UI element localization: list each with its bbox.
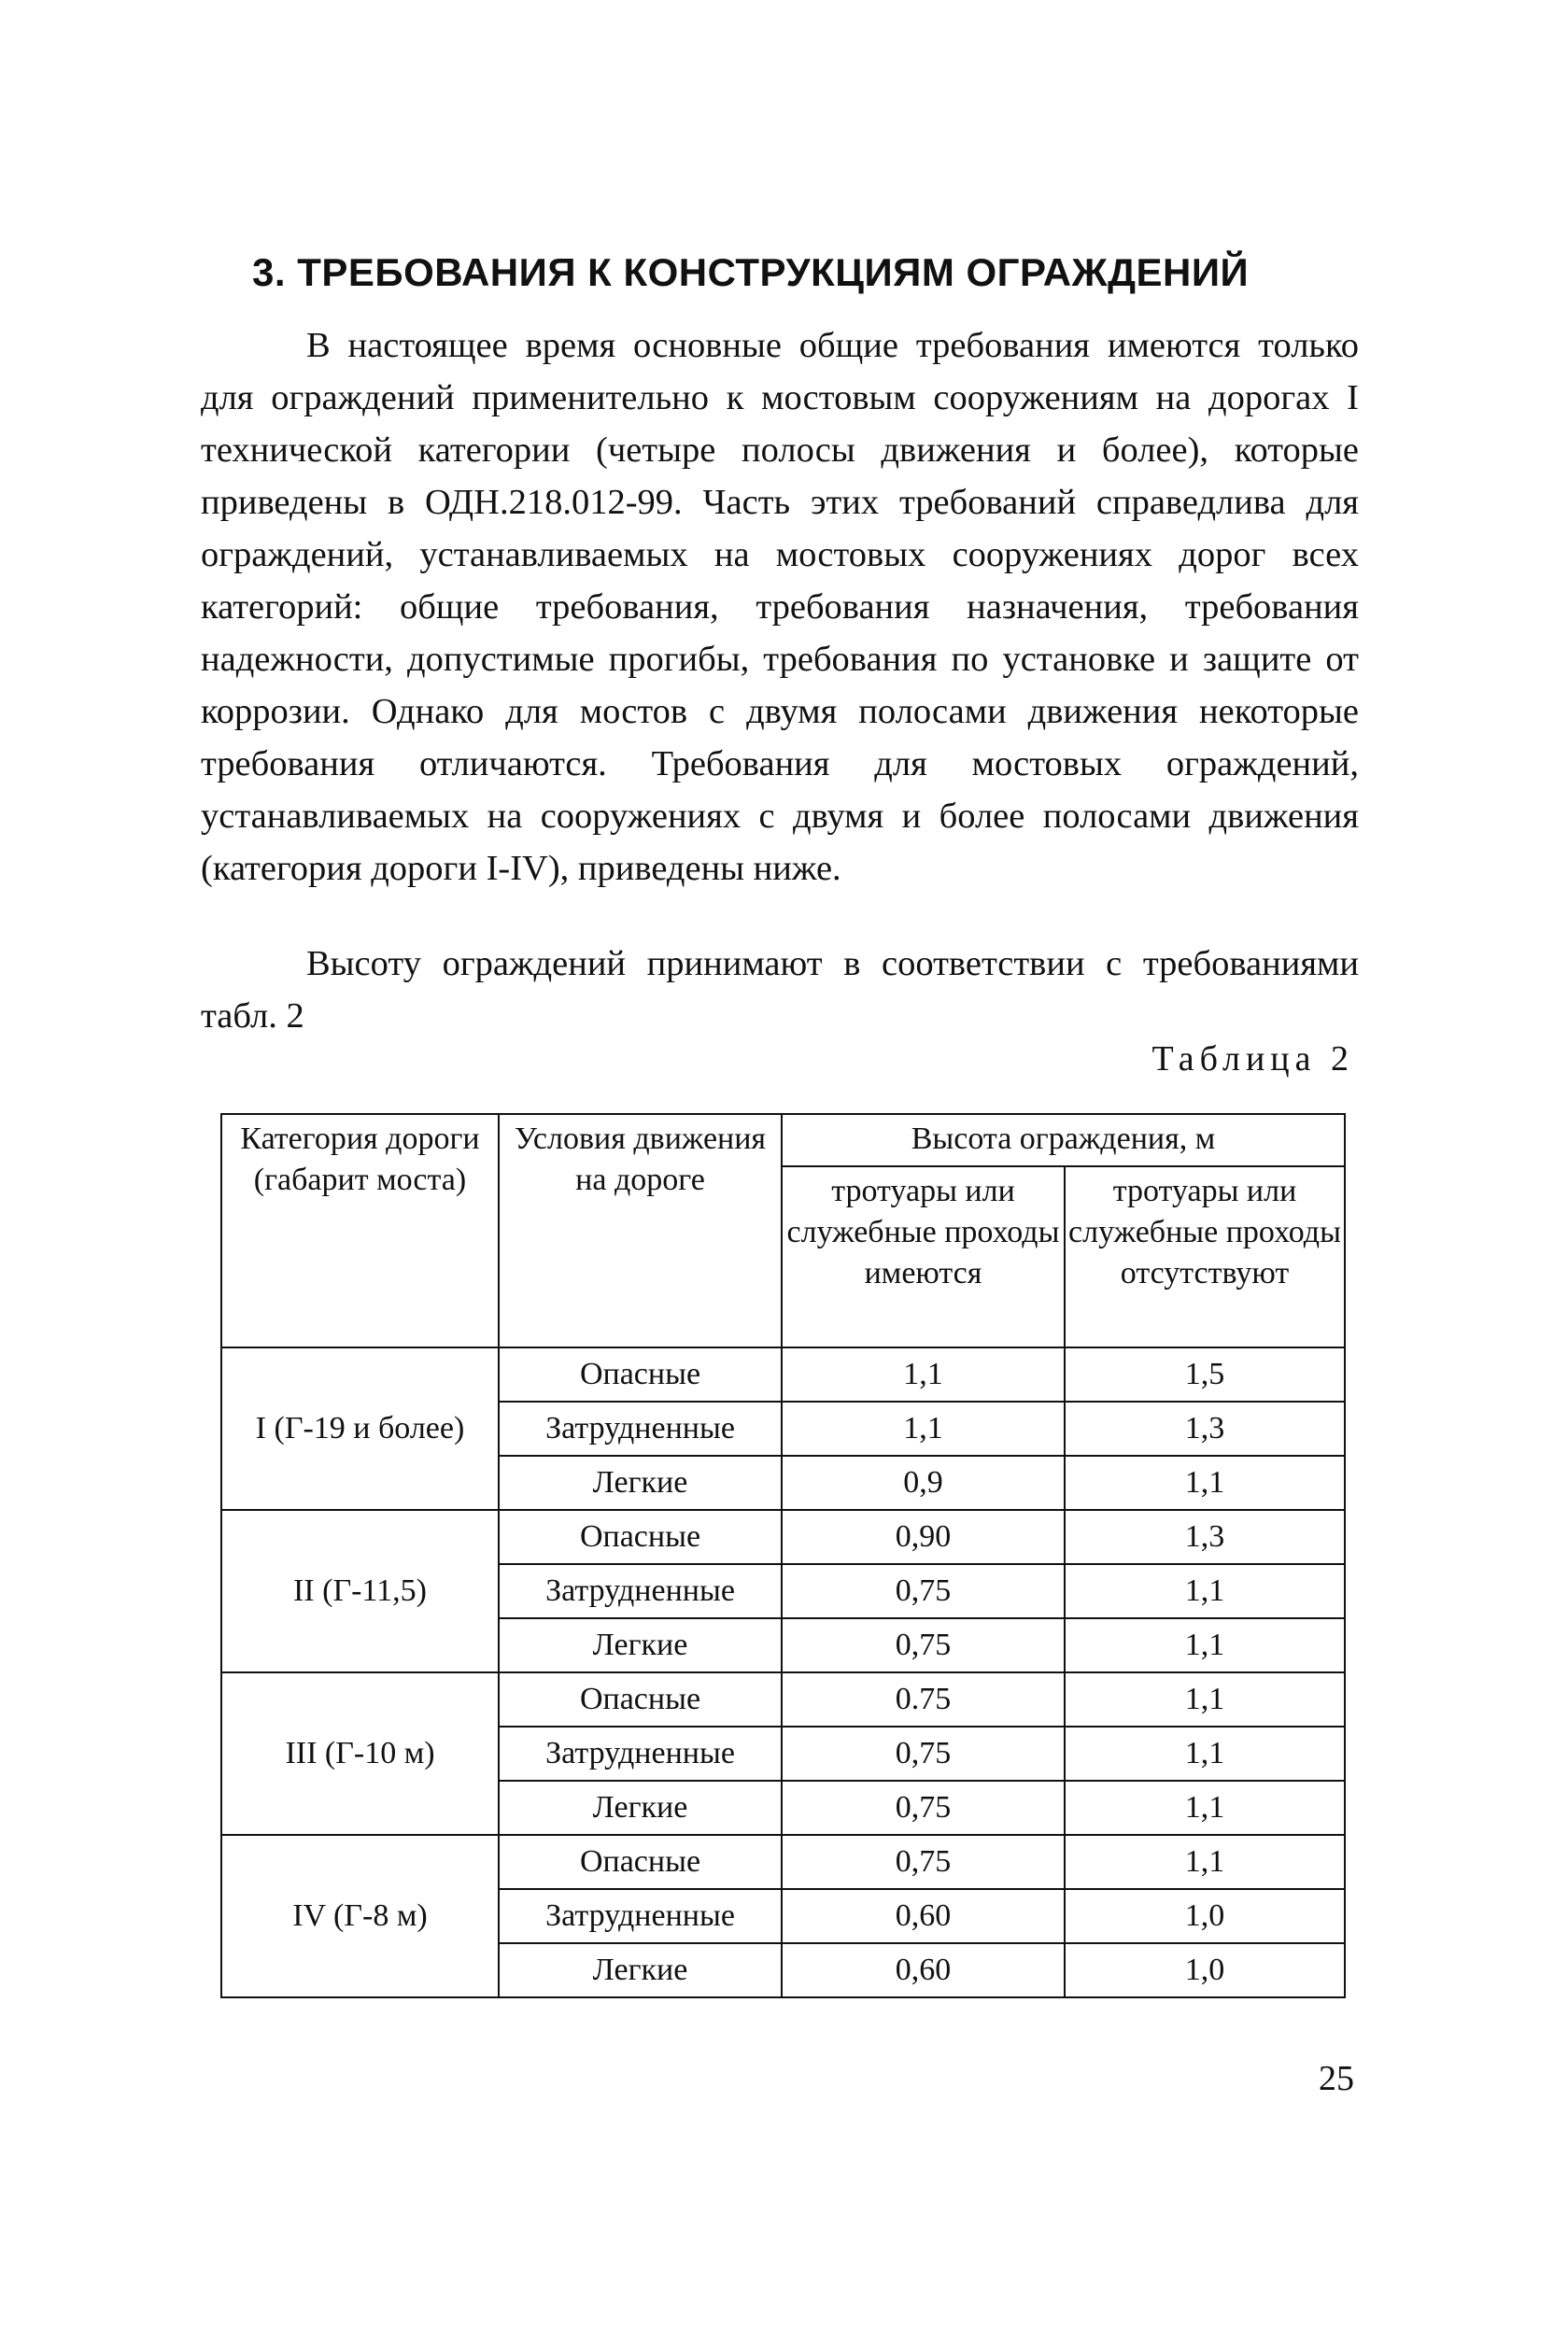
- height-without-cell: 1,1: [1065, 1564, 1345, 1618]
- height-with-cell: 0,75: [782, 1727, 1065, 1781]
- header-category: Категория дороги (габарит моста): [221, 1114, 499, 1347]
- header-with-sidewalks: тротуары или служебные проходы имеются: [782, 1166, 1065, 1347]
- height-with-cell: 0,75: [782, 1835, 1065, 1889]
- height-without-cell: 1,1: [1065, 1618, 1345, 1672]
- section-heading: 3. ТРЕБОВАНИЯ К КОНСТРУКЦИЯМ ОГРАЖДЕНИЙ: [252, 250, 1250, 294]
- category-cell: III (Г-10 м): [221, 1672, 499, 1835]
- table-row: [221, 1835, 1345, 1889]
- height-without-cell: 1,1: [1065, 1835, 1345, 1889]
- height-without-cell: 1,0: [1065, 1943, 1345, 1997]
- height-with-cell: 0,9: [782, 1456, 1065, 1510]
- height-without-cell: 1,5: [1065, 1347, 1345, 1402]
- table-caption: Таблица 2: [1151, 1039, 1354, 1079]
- condition-cell: Опасные: [499, 1347, 782, 1402]
- height-with-cell: 0,90: [782, 1510, 1065, 1564]
- condition-cell: Опасные: [499, 1672, 782, 1727]
- height-with-cell: 0,60: [782, 1943, 1065, 1997]
- height-without-cell: 1,0: [1065, 1889, 1345, 1943]
- category-cell: IV (Г-8 м): [221, 1835, 499, 1997]
- height-with-cell: 0,75: [782, 1781, 1065, 1835]
- condition-cell: Затрудненные: [499, 1564, 782, 1618]
- height-without-cell: 1,1: [1065, 1672, 1345, 1727]
- height-with-cell: 1,1: [782, 1402, 1065, 1456]
- height-paragraph: Высоту ограждений принимают в соответствии с требованиями табл. 2: [201, 944, 1359, 1036]
- condition-cell: Затрудненные: [499, 1402, 782, 1456]
- page-number: 25: [1319, 2059, 1354, 2098]
- condition-cell: Легкие: [499, 1781, 782, 1835]
- table-row: [221, 1510, 1345, 1564]
- guardrail-height-table: [220, 1113, 1346, 1998]
- header-without-sidewalks: тротуары или служебные проходы отсутствуют: [1065, 1166, 1345, 1347]
- condition-cell: Легкие: [499, 1618, 782, 1672]
- height-without-cell: 1,1: [1065, 1727, 1345, 1781]
- category-cell: II (Г-11,5): [221, 1510, 499, 1672]
- height-with-cell: 0.75: [782, 1672, 1065, 1727]
- height-without-cell: 1,3: [1065, 1402, 1345, 1456]
- category-cell: I (Г-19 и более): [221, 1347, 499, 1510]
- height-without-cell: 1,1: [1065, 1456, 1345, 1510]
- condition-cell: Затрудненные: [499, 1727, 782, 1781]
- table-row: [221, 1347, 1345, 1402]
- condition-cell: Опасные: [499, 1510, 782, 1564]
- height-without-cell: 1,3: [1065, 1510, 1345, 1564]
- condition-cell: Затрудненные: [499, 1889, 782, 1943]
- height-with-cell: 0,60: [782, 1889, 1065, 1943]
- condition-cell: Легкие: [499, 1943, 782, 1997]
- condition-cell: Легкие: [499, 1456, 782, 1510]
- height-with-cell: 0,75: [782, 1564, 1065, 1618]
- height-without-cell: 1,1: [1065, 1781, 1345, 1835]
- height-with-cell: 1,1: [782, 1347, 1065, 1402]
- header-conditions: Условия движения на дороге: [499, 1114, 782, 1347]
- table-row: [221, 1672, 1345, 1727]
- intro-paragraph: В настоящее время основные общие требования имеются только для ограждений применительно к мостовым сооружениям на дорогах I технической категории (четыре полосы движения и более), которые приведены в ОДН.218.012-99. Часть этих требований справедлива для ограждений, устанавливаемых на мостовых сооружениях дорог всех категорий: общие требования, требования назначения, требования надежности, допустимые прогибы, требования по установке и защите от коррозии. Однако для мостов с двумя полосами движения некоторые требования отличаются. Требования для мостовых ограждений, устанавливаемых на сооружениях с двумя и более полосами движения (категория дороги I-IV), приведены ниже.: [201, 326, 1359, 888]
- condition-cell: Опасные: [499, 1835, 782, 1889]
- header-height: Высота ограждения, м: [782, 1114, 1345, 1166]
- height-with-cell: 0,75: [782, 1618, 1065, 1672]
